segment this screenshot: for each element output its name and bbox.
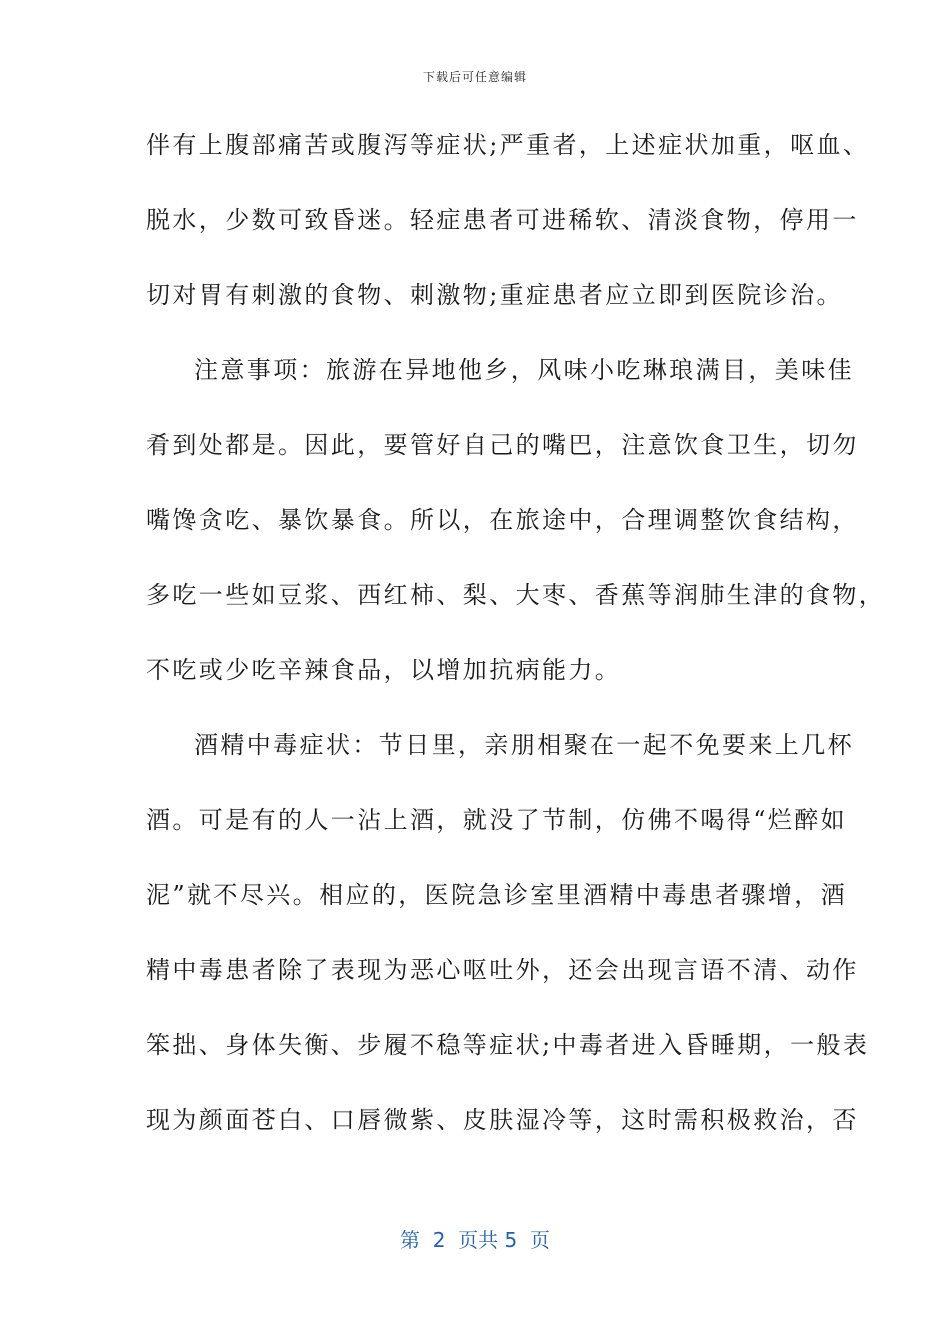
page-header: 下载后可任意编辑 [422, 70, 527, 84]
text-line: 切对胃有刺激的食物、刺激物;重症患者应立即到医院诊治。 [146, 281, 843, 309]
text-line: 肴到处都是。因此，要管好自己的嘴巴，注意饮食卫生，切勿 [146, 431, 859, 459]
paragraph-start-line: 注意事项：旅游在异地他乡，风味小吃琳琅满目，美味佳 [194, 356, 854, 384]
text-line: 泥”就不尽兴。相应的，医院急诊室里酒精中毒患者骤增，酒 [146, 881, 848, 909]
text-line: 多吃一些如豆浆、西红柿、梨、大枣、香蕉等润肺生津的食物， [146, 581, 886, 609]
text-line: 笨拙、身体失衡、步履不稳等症状;中毒者进入昏睡期，一般表 [146, 1031, 870, 1059]
text-line: 嘴馋贪吃、暴饮暴食。所以，在旅途中，合理调整饮食结构， [146, 506, 859, 534]
page-number-footer: 第 2 页共 5 页 [400, 1228, 550, 1252]
text-line: 精中毒患者除了表现为恶心呕吐外，还会出现言语不清、动作 [146, 956, 859, 984]
document-body [146, 120, 886, 1170]
text-line: 脱水，少数可致昏迷。轻症患者可进稀软、清淡食物，停用一 [146, 206, 859, 234]
text-line: 伴有上腹部痛苦或腹泻等症状;严重者，上述症状加重，呕血、 [146, 131, 870, 159]
text-line: 不吃或少吃辛辣食品，以增加抗病能力。 [146, 656, 622, 684]
text-line: 酒。可是有的人一沾上酒，就没了节制，仿佛不喝得“烂醉如 [146, 806, 848, 834]
paragraph-start-line: 酒精中毒症状：节日里，亲朋相聚在一起不免要来上几杯 [194, 731, 854, 759]
text-line: 现为颜面苍白、口唇微紫、皮肤湿冷等，这时需积极救治，否 [146, 1106, 859, 1134]
